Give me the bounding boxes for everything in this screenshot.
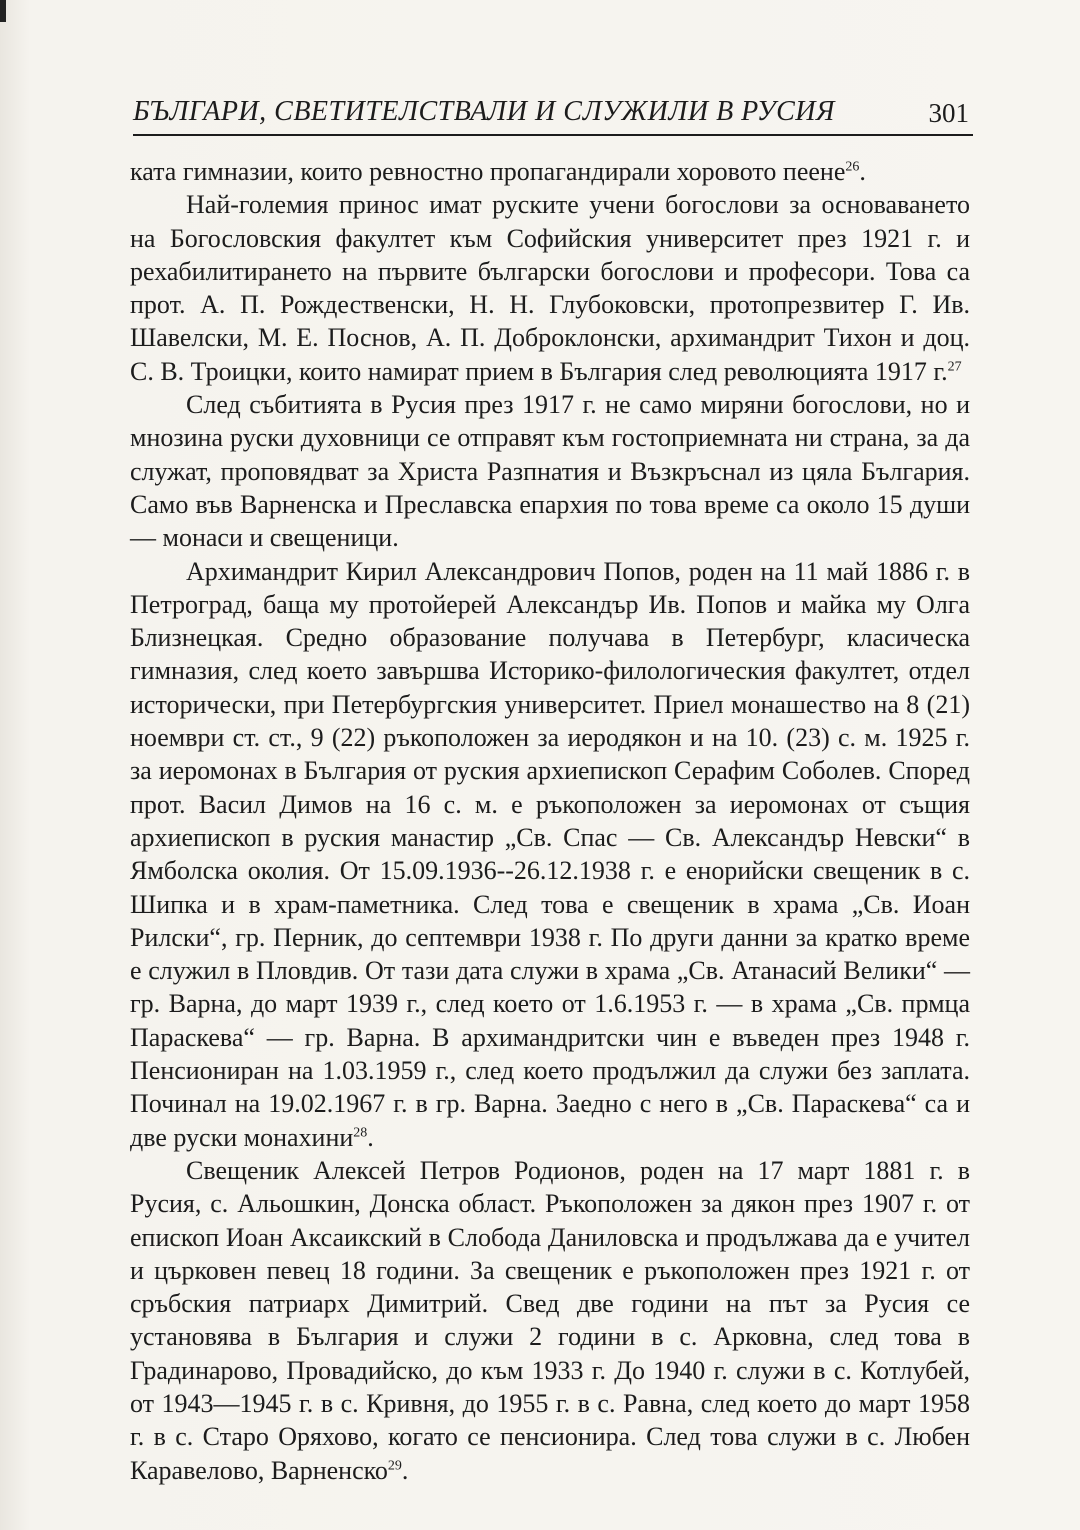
paragraph-theology-faculty	[130, 188, 970, 388]
footnote-ref: 27	[947, 359, 962, 375]
footnote-ref: 29	[387, 1457, 402, 1473]
paragraph-text: ката гимназии, които ревностно пропагандирали хоровото пеене	[130, 157, 846, 186]
paragraph-tail: .	[367, 1122, 374, 1152]
paragraph-kiril-popov	[130, 555, 970, 1154]
page-number: 301	[928, 98, 969, 128]
paragraph-text: След събитията в Русия през 1917 г. не само миряни богослови, но и мнозина руски духовници се отправят към гостоприемната ни страна, за да служат, проповядват за Христа Разпнатия и Възкръснал из цяла България. Само във Варненска и Преславска епархия по това време са около 15 души — монаси и свещеници.	[130, 390, 970, 553]
paragraph-text: Най-големия принос имат руските учени богослови за основаването на Богословския факултет към Софийския университет през 1921 г. и рехабилитирането на първите български богослови и професори. Това са прот. А. П. Рождественски, Н. Н. Глубоковски, протопрезвитер Г. Ив. Шавелски, М. Е. Поснов, А. П. Доброклонски, архимандрит Тихон и доц. С. В. Троицки, които намират прием в България след революцията 1917 г.	[130, 190, 970, 386]
paragraph-text: Архимандрит Кирил Александрович Попов, роден на 11 май 1886 г. в Петроград, баща му протойерей Александър Ив. Попов и майка му Олга Близнецкая. Средно образование получава в Петербург, класическа гимназия, след което завършва Историко-филологическия факултет, отдел исторически, при Петербургския университет. Приел монашество на 8 (21) ноември ст. ст., 9 (22) ръкоположен за иеродякон и на 10. (23) с. м. 1925 г. за иеромонах в България от руския архиепископ Серафим Соболев. Според прот. Васил Димов на 16 с. м. е ръкоположен за иеромонах от същия архиепископ в руския манастир „Св. Спас — Св. Александър Невски“ в Ямболска околия. От 15.09.1936--26.12.1938 г. е енорийски свещеник в с. Шипка и в храм-паметника. След това е свещеник в храма „Св. Иоан Рилски“, гр. Перник, до септември 1938 г. По други данни за кратко време е служил в Пловдив. От тази дата служи в храма „Св. Атанасий Велики“ — гр. Варна, до март 1939 г., след което от 1.6.1953 г. — в храма „Св. прмца Параскева“ — гр. Варна. В архимандритски чин е въведен през 1948 г. Пенсиониран на 1.03.1959 г., след което продължил да служи без заплата. Починал на 19.02.1967 г. в гр. Варна. Заедно с него в „Св. Параскева“ са и две руски монахини	[130, 556, 970, 1152]
paragraph-tail: .	[401, 1455, 409, 1485]
scan-edge-mark	[0, 0, 6, 22]
footnote-ref: 26	[845, 159, 860, 175]
paragraph-tail: .	[859, 157, 866, 186]
paragraph-text: Свещеник Алексей Петров Родионов, роден на 17 март 1881 г. в Русия, с. Альошкин, Донска област. Ръкоположен за дякон през 1907 г. от епископ Иоан Аксаикский в Слобода Даниловска и продължава да е учител и църковен певец 18 години. За свещеник е ръкоположен през 1921 г. от сръбския патриарх Димитрий. Свед две години на път за Русия се установява в България и служи 2 години в с. Арковна, след това в Градинарово, Провадийско, до към 1933 г. До 1940 г. служи в с. Котлубей, от 1943—1945 г. в с. Кривня, до 1955 г. в с. Равна, след което до март 1958 г. в с. Старо Оряхово, когато се пенсионира. След това служи в с. Любен Каравелово, Варненско	[130, 1155, 970, 1485]
running-title: БЪЛГАРИ, СВЕТИТЕЛСТВАЛИ И СЛУЖИЛИ В РУСИЯ	[133, 96, 835, 127]
body-text	[130, 155, 970, 1487]
paragraph-continuation	[130, 155, 970, 188]
running-header	[133, 92, 973, 136]
footnote-ref: 28	[353, 1124, 368, 1140]
paragraph-clergy-arrival	[130, 388, 970, 554]
paragraph-aleksey-rodionov	[130, 1154, 970, 1487]
